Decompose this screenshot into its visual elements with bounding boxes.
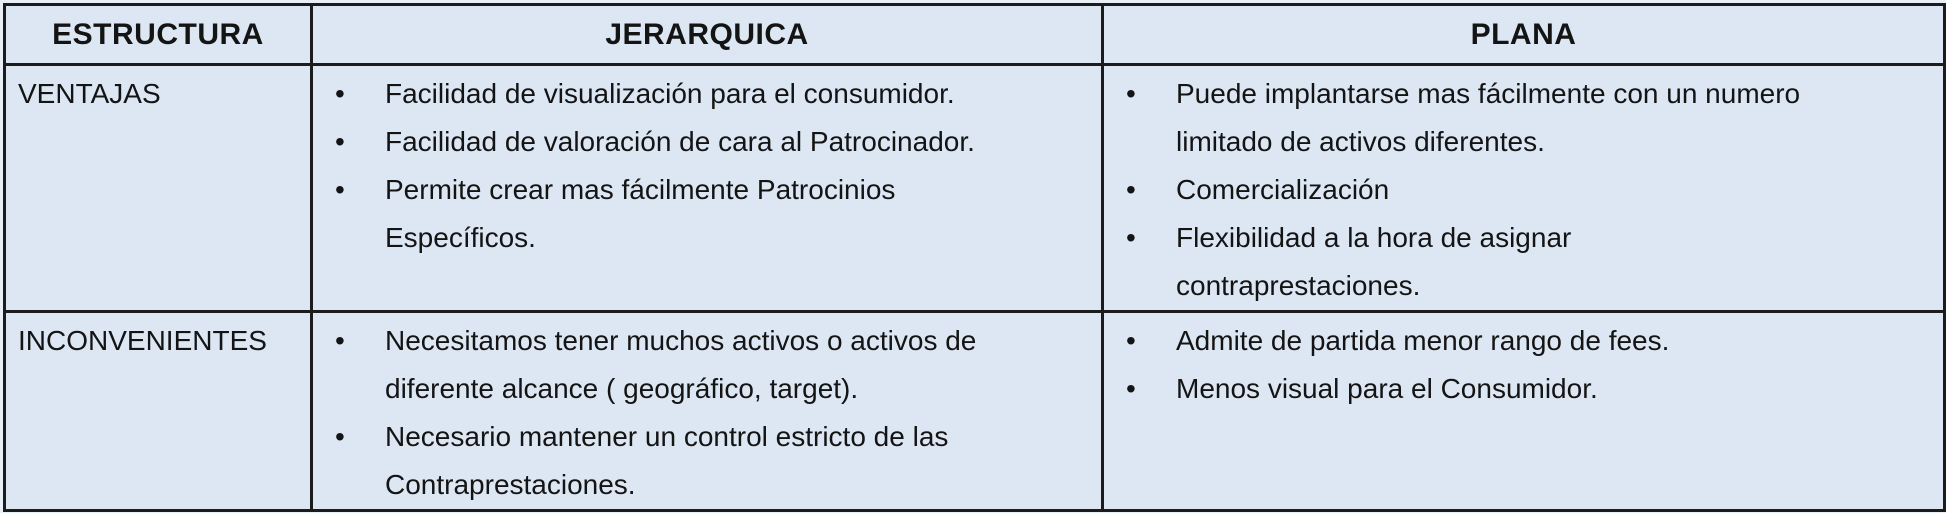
bullet-icon: • <box>1126 174 1136 205</box>
cell-ventajas-plana <box>1103 65 1945 312</box>
bullet-icon: • <box>1126 325 1136 356</box>
list-item <box>329 118 1093 166</box>
table-row-ventajas <box>5 65 1945 312</box>
bullet-line: Puede implantarse mas fácilmente con un numero <box>1176 78 1801 109</box>
bullet-line: Contraprestaciones. <box>385 469 636 500</box>
bullet-line: Necesario mantener un control estricto de las <box>385 421 949 452</box>
bullet-icon: • <box>335 126 345 157</box>
bullet-line: Flexibilidad a la hora de asignar <box>1176 222 1572 253</box>
bullet-line: Necesitamos tener muchos activos o activos de <box>385 325 977 356</box>
bullet-line: Menos visual para el Consumidor. <box>1176 373 1598 404</box>
cell-ventajas-jerarquica <box>312 65 1103 312</box>
list-item <box>329 413 1093 509</box>
bullet-icon: • <box>335 325 345 356</box>
bullet-line: Específicos. <box>385 222 536 253</box>
bullet-line: limitado de activos diferentes. <box>1176 126 1545 157</box>
bullet-line: Facilidad de valoración de cara al Patrocinador. <box>385 126 975 157</box>
table-row-inconvenientes <box>5 312 1945 511</box>
row-label-inconvenientes: INCONVENIENTES <box>5 312 312 511</box>
list-item <box>329 70 1093 118</box>
bullet-icon: • <box>1126 222 1136 253</box>
bullet-icon: • <box>1126 373 1136 404</box>
list-item <box>1120 70 1935 166</box>
list-item <box>1120 214 1935 310</box>
header-jerarquica: JERARQUICA <box>312 5 1103 65</box>
list-item <box>1120 365 1935 413</box>
list-item <box>1120 317 1935 365</box>
bullet-icon: • <box>335 421 345 452</box>
bullet-icon: • <box>335 78 345 109</box>
bullet-line: diferente alcance ( geográfico, target). <box>385 373 859 404</box>
header-row <box>5 5 1945 65</box>
bullet-icon: • <box>1126 78 1136 109</box>
bullet-icon: • <box>335 174 345 205</box>
cell-inconvenientes-jerarquica <box>312 312 1103 511</box>
header-plana: PLANA <box>1103 5 1945 65</box>
bullet-line: Comercialización <box>1176 174 1390 205</box>
bullet-line: Permite crear mas fácilmente Patrocinios <box>385 174 896 205</box>
header-estructura: ESTRUCTURA <box>5 5 312 65</box>
bullet-line: Facilidad de visualización para el consumidor. <box>385 78 955 109</box>
bullet-line: contraprestaciones. <box>1176 270 1421 301</box>
list-item <box>1120 166 1935 214</box>
list-item <box>329 317 1093 413</box>
bullet-line: Admite de partida menor rango de fees. <box>1176 325 1670 356</box>
cell-inconvenientes-plana <box>1103 312 1945 511</box>
list-item <box>329 166 1093 262</box>
comparison-table <box>3 3 1946 512</box>
row-label-ventajas: VENTAJAS <box>5 65 312 312</box>
